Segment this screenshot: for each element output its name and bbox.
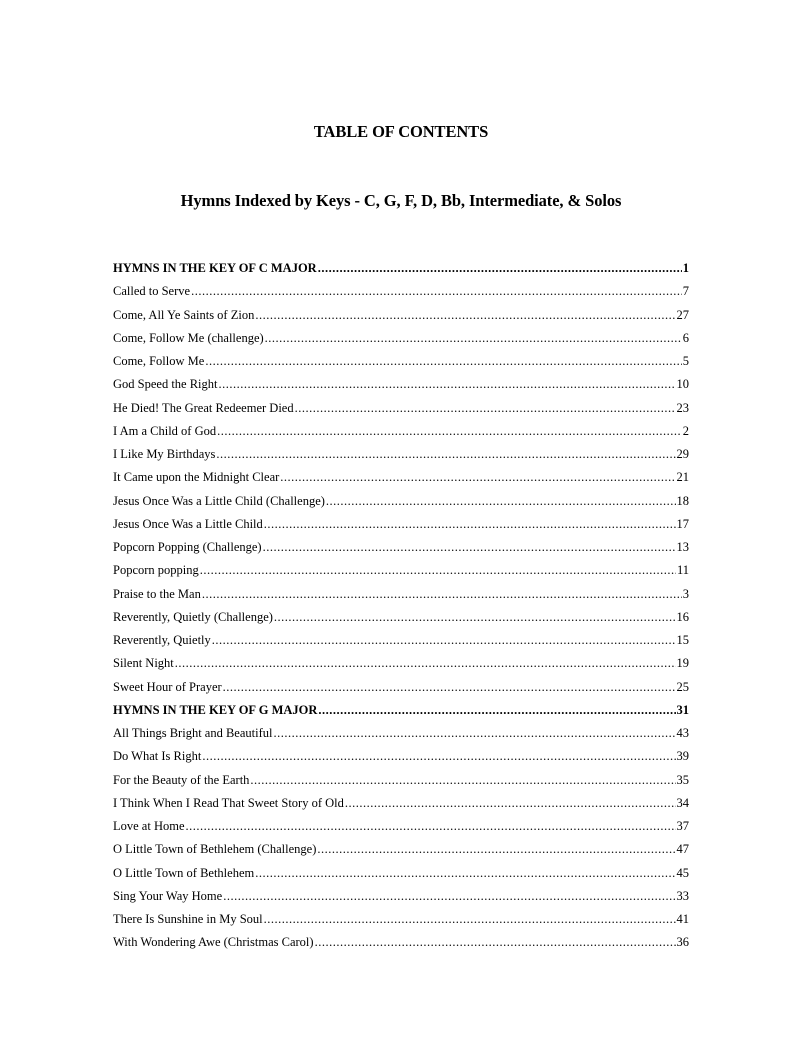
dot-leader — [216, 444, 675, 464]
toc-entry-title: Popcorn popping — [113, 563, 199, 578]
toc-entry-title: O Little Town of Bethlehem (Challenge) — [113, 842, 317, 857]
toc-entry[interactable] — [113, 374, 689, 397]
toc-entry-title: For the Beauty of the Earth — [113, 772, 250, 787]
toc-entry-page-number: 37 — [676, 819, 689, 833]
dot-leader — [264, 514, 676, 534]
toc-entry-page-number: 36 — [676, 935, 689, 950]
toc-entry-page-number: 45 — [676, 865, 689, 880]
toc-entry[interactable] — [113, 839, 689, 862]
toc-entry-title: O Little Town of Bethlehem — [113, 865, 255, 880]
dot-leader — [255, 863, 675, 883]
table-of-contents — [113, 258, 689, 956]
toc-entry-page-number: 39 — [676, 749, 689, 764]
toc-entry[interactable] — [113, 514, 689, 537]
toc-entry[interactable] — [113, 630, 689, 653]
dot-leader — [202, 584, 682, 604]
toc-entry[interactable] — [113, 816, 689, 839]
toc-entry[interactable] — [113, 281, 689, 304]
toc-entry-page-number: 34 — [676, 795, 689, 810]
toc-entry-page-number: 41 — [676, 912, 689, 926]
dot-leader — [318, 258, 682, 278]
toc-entry[interactable] — [113, 398, 689, 421]
dot-leader — [191, 281, 682, 301]
toc-entry-title: Reverently, Quietly (Challenge) — [113, 609, 273, 624]
toc-entry-title: Popcorn Popping (Challenge) — [113, 540, 262, 554]
toc-entry-title: He Died! The Great Redeemer Died — [113, 400, 294, 415]
dot-leader — [202, 746, 675, 766]
toc-entry-page-number: 5 — [682, 354, 689, 368]
toc-entry-page-number: 25 — [676, 679, 689, 694]
toc-entry[interactable] — [113, 653, 689, 676]
toc-entry-title: Do What Is Right — [113, 749, 202, 764]
toc-entry[interactable] — [113, 886, 689, 909]
toc-entry-page-number: 7 — [682, 284, 689, 299]
toc-entry-title: Come, Follow Me — [113, 354, 205, 368]
toc-entry-page-number: 29 — [676, 447, 689, 461]
toc-entry-page-number: 2 — [682, 423, 689, 438]
dot-leader — [255, 305, 675, 325]
toc-entry-title: Praise to the Man — [113, 586, 201, 601]
toc-entry-title: It Came upon the Midnight Clear — [113, 470, 280, 485]
toc-entry-title: Sing Your Way Home — [113, 888, 223, 903]
toc-entry-page-number: 27 — [676, 307, 689, 322]
toc-entry-title: All Things Bright and Beautiful — [113, 726, 273, 740]
dot-leader — [273, 723, 675, 743]
toc-entry-title: Silent Night — [113, 656, 174, 671]
toc-entry[interactable] — [113, 421, 689, 444]
page-title: TABLE OF CONTENTS — [313, 122, 489, 141]
dot-leader — [219, 374, 676, 394]
toc-entry-title: Come, All Ye Saints of Zion — [113, 307, 255, 322]
toc-entry-page-number: 1 — [682, 261, 689, 275]
dot-leader — [217, 421, 682, 441]
toc-entry[interactable] — [113, 932, 689, 955]
toc-entry-title: Sweet Hour of Prayer — [113, 679, 222, 694]
toc-entry[interactable] — [113, 793, 689, 816]
toc-entry-title: Reverently, Quietly — [113, 633, 211, 647]
toc-entry[interactable] — [113, 909, 689, 932]
toc-entry[interactable] — [113, 351, 689, 374]
dot-leader — [295, 398, 676, 418]
toc-section-heading[interactable] — [113, 258, 689, 281]
toc-entry-title: I Think When I Read That Sweet Story of Old — [113, 795, 344, 810]
dot-leader — [205, 351, 681, 371]
toc-entry-title: Called to Serve — [113, 284, 191, 299]
dot-leader — [264, 909, 676, 929]
toc-entry-page-number: 47 — [676, 842, 689, 857]
toc-entry-title: Jesus Once Was a Little Child (Challenge) — [113, 493, 325, 508]
toc-entry-title: I Am a Child of God — [113, 423, 217, 438]
toc-entry-page-number: 11 — [676, 563, 689, 578]
dot-leader — [318, 700, 675, 720]
toc-entry[interactable] — [113, 328, 689, 351]
toc-entry-page-number: 19 — [676, 656, 689, 671]
toc-entry[interactable] — [113, 677, 689, 700]
dot-leader — [223, 677, 676, 697]
toc-entry-title: Love at Home — [113, 819, 185, 833]
toc-entry[interactable] — [113, 491, 689, 514]
toc-entry[interactable] — [113, 444, 689, 467]
toc-entry-title: HYMNS IN THE KEY OF C MAJOR — [113, 261, 317, 275]
dot-leader — [326, 491, 676, 511]
toc-entry-title: With Wondering Awe (Christmas Carol) — [113, 935, 314, 950]
toc-entry[interactable] — [113, 584, 689, 607]
dot-leader — [315, 932, 676, 952]
dot-leader — [175, 653, 676, 673]
dot-leader — [250, 770, 675, 790]
toc-entry[interactable] — [113, 537, 689, 560]
dot-leader — [265, 328, 682, 348]
toc-entry-title: Come, Follow Me (challenge) — [113, 330, 264, 345]
toc-entry[interactable] — [113, 467, 689, 490]
page-subtitle: Hymns Indexed by Keys - C, G, F, D, Bb, Intermediate, & Solos — [180, 191, 622, 210]
toc-entry-page-number: 23 — [676, 400, 689, 415]
toc-entry-page-number: 13 — [676, 540, 689, 554]
toc-entry-page-number: 15 — [676, 633, 689, 647]
toc-entry-title: Jesus Once Was a Little Child — [113, 516, 263, 531]
toc-entry-title: God Speed the Right — [113, 377, 218, 392]
toc-entry-page-number: 16 — [676, 609, 689, 624]
toc-entry-page-number: 18 — [676, 493, 689, 508]
toc-entry[interactable] — [113, 863, 689, 886]
dot-leader — [212, 630, 676, 650]
dot-leader — [274, 607, 676, 627]
toc-entry-title: There Is Sunshine in My Soul — [113, 912, 263, 926]
toc-entry-page-number: 31 — [676, 702, 689, 717]
toc-entry[interactable] — [113, 746, 689, 769]
dot-leader — [186, 816, 676, 836]
toc-entry[interactable] — [113, 560, 689, 583]
dot-leader — [223, 886, 675, 906]
dot-leader — [345, 793, 676, 813]
toc-entry-page-number: 6 — [682, 330, 689, 345]
toc-entry-page-number: 43 — [676, 726, 689, 740]
toc-section-heading[interactable] — [113, 700, 689, 723]
toc-entry[interactable] — [113, 770, 689, 793]
toc-entry[interactable] — [113, 305, 689, 328]
toc-entry-page-number: 35 — [676, 772, 689, 787]
toc-entry-page-number: 33 — [676, 888, 689, 903]
dot-leader — [263, 537, 676, 557]
dot-leader — [280, 467, 675, 487]
toc-entry-title: I Like My Birthdays — [113, 447, 216, 461]
toc-entry-page-number: 10 — [676, 377, 689, 392]
dot-leader — [317, 839, 675, 859]
toc-entry[interactable] — [113, 607, 689, 630]
dot-leader — [200, 560, 676, 580]
toc-entry-title: HYMNS IN THE KEY OF G MAJOR — [113, 702, 318, 717]
toc-entry-page-number: 3 — [682, 586, 689, 601]
toc-entry-page-number: 17 — [676, 516, 689, 531]
toc-entry[interactable] — [113, 723, 689, 746]
toc-entry-page-number: 21 — [676, 470, 689, 485]
